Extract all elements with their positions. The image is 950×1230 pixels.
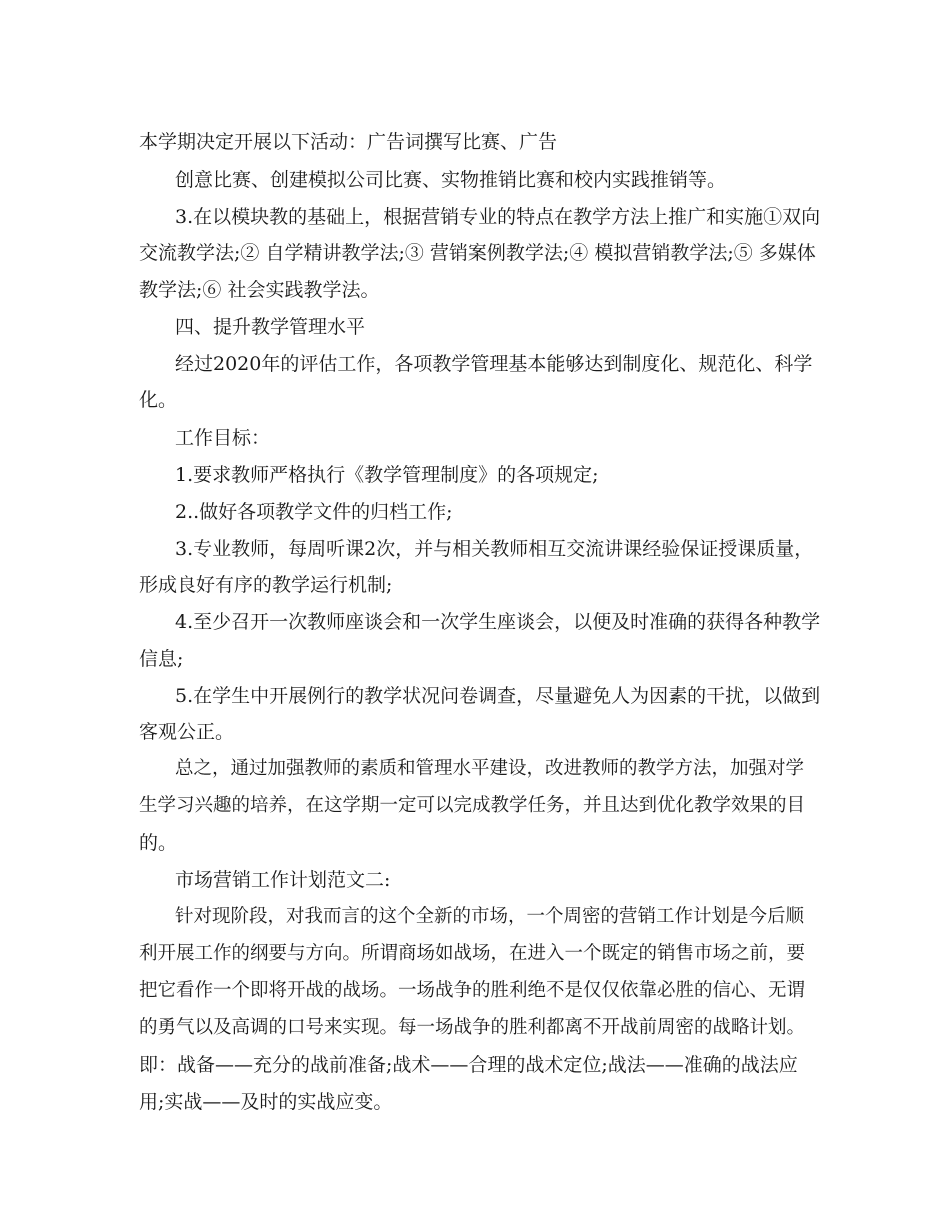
list-item: 1.要求教师严格执行《教学管理制度》的各项规定;	[175, 464, 599, 486]
text-line: 工作目标：	[175, 427, 271, 449]
text-line: 3.在以模块教的基础上，根据营销专业的特点在教学方法上推广和实施①双向	[175, 206, 821, 228]
text-line: 交流教学法;② 自学精讲教学法;③ 营销案例教学法;④ 模拟营销教学法;⑤ 多媒体	[139, 242, 816, 264]
text-line: 即：战备——充分的战前准备;战术——合理的战术定位;战法——准确的战法应	[139, 1054, 798, 1076]
section-heading: 市场营销工作计划范文二:	[175, 869, 391, 891]
list-item: 3.专业教师，每周听课2次，并与相关教师相互交流讲课经验保证授课质量，	[175, 538, 814, 560]
text-line: 针对现阶段，对我而言的这个全新的市场，一个周密的营销工作计划是今后顺	[175, 906, 805, 927]
text-line: 创意比赛、创建模拟公司比赛、实物推销比赛和校内实践推销等。	[175, 169, 727, 191]
list-item: 5.在学生中开展例行的教学状况问卷调查，尽量避免人为因素的干扰，以做到	[175, 685, 821, 707]
section-heading: 四、提升教学管理水平	[175, 316, 366, 338]
text-line: 化。	[139, 389, 178, 411]
text-line: 信息;	[139, 648, 184, 670]
text-line: 用;实战——及时的实战应变。	[139, 1091, 393, 1113]
text-line: 的勇气以及高调的口号来实现。每一场战争的胜利都离不开战前周密的战略计划。	[139, 1017, 806, 1038]
text-line: 利开展工作的纲要与方向。所谓商场如战场，在进入一个既定的销售市场之前，要	[139, 943, 806, 964]
list-item: 2..做好各项教学文件的归档工作;	[175, 501, 453, 523]
text-line: 经过2020年的评估工作，各项教学管理基本能够达到制度化、规范化、科学	[175, 353, 813, 375]
text-line: 客观公正。	[139, 721, 235, 743]
text-line: 本学期决定开展以下活动：广告词撰写比赛、广告	[139, 131, 558, 153]
text-line: 总之，通过加强教师的素质和管理水平建设，改进教师的教学方法，加强对学	[175, 758, 805, 779]
text-line: 生学习兴趣的培养，在这学期一定可以完成教学任务，并且达到优化教学效果的目	[139, 795, 806, 816]
text-line: 的。	[139, 832, 178, 854]
list-item: 4.至少召开一次教师座谈会和一次学生座谈会，以便及时准确的获得各种教学	[175, 611, 821, 633]
text-line: 形成良好有序的教学运行机制;	[139, 574, 393, 596]
text-line: 教学法;⑥ 社会实践教学法。	[139, 279, 380, 301]
text-line: 把它看作一个即将开战的战场。一场战争的胜利绝不是仅仅依靠必胜的信心、无谓	[139, 980, 806, 1001]
